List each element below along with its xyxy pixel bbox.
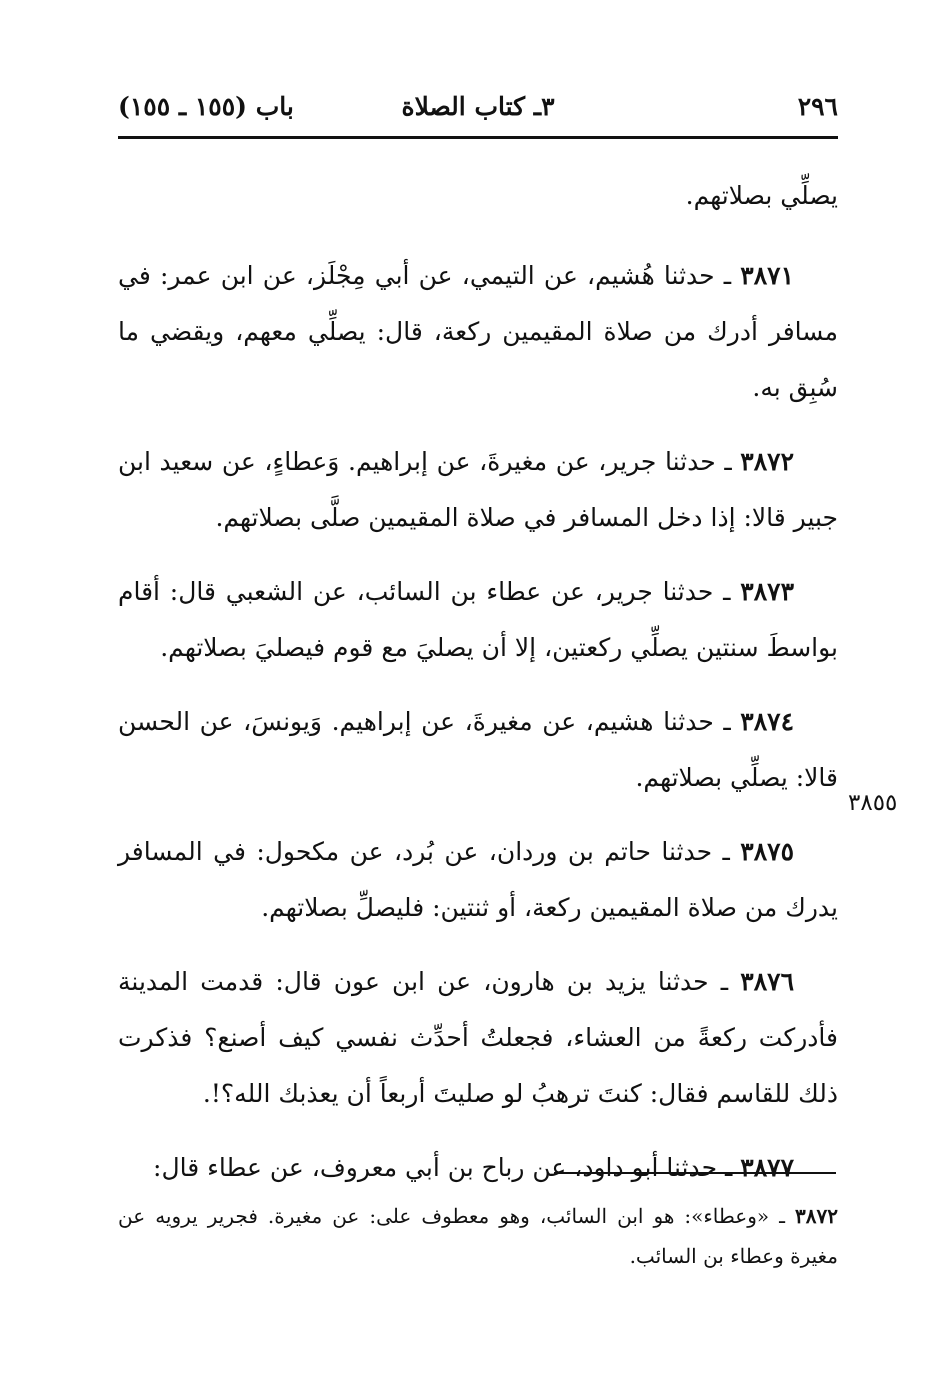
chapter-title: باب (١٥٥ ـ ١٥٥) (118, 92, 294, 121)
hadith-text: ـ حدثنا هُشيم، عن التيمي، عن أبي مِجْلَز، عن ابن عمر: في مسافر أدرك من صلاة المقيمين ركعة، قال: يصلِّي معهم، ويقضي ما سُبِق به. (118, 261, 838, 402)
hadith-3872 (118, 434, 838, 546)
hadith-3877 (118, 1140, 838, 1196)
hadith-text: ـ حدثنا أبو داود، عن رباح بن أبي معروف، عن عطاء قال: (153, 1153, 741, 1182)
paragraph-text: يصلِّي بصلاتهم. (685, 181, 838, 210)
hadith-number: ٣٨٧٢ (740, 447, 794, 476)
main-text (118, 168, 838, 1214)
book-title: ٣ـ كتاب الصلاة (401, 92, 555, 121)
hadith-text: ـ حدثنا حاتم بن وردان، عن بُرد، عن مكحول: في المسافر يدرك من صلاة المقيمين ركعة، أو ثنتين: فليصلِّ بصلاتهم. (118, 837, 838, 922)
footnote (118, 1196, 838, 1276)
hadith-text: ـ حدثنا جرير، عن عطاء بن السائب، عن الشعبي قال: أقام بواسطَ سنتين يصلِّي ركعتين، إلا أن يصليَ مع قوم فيصليَ بصلاتهم. (118, 577, 838, 662)
margin-cross-reference: ٣٨٥٥ (848, 790, 898, 816)
footnote-number: ٣٨٧٢ (795, 1204, 838, 1228)
hadith-number: ٣٨٧٤ (740, 707, 794, 736)
footnote-text: ـ «وعطاء»: هو ابن السائب، وهو معطوف على: عن مغيرة. فجرير يرويه عن مغيرة وعطاء بن السائب. (118, 1204, 838, 1268)
hadith-number: ٣٨٧٣ (740, 577, 794, 606)
hadith-3873 (118, 564, 838, 676)
hadith-text: ـ حدثنا جرير، عن مغيرةَ، عن إبراهيم. وَعطاءٍ، عن سعيد ابن جبير قالا: إذا دخل المسافر في صلاة المقيمين صلَّى بصلاتهم. (118, 447, 838, 532)
hadith-number: ٣٨٧١ (740, 261, 794, 290)
header-divider (118, 136, 838, 139)
hadith-3876 (118, 954, 838, 1122)
hadith-number: ٣٨٧٥ (740, 837, 794, 866)
hadith-3871 (118, 248, 838, 416)
footnote-divider (554, 1172, 836, 1174)
page-header (118, 88, 838, 132)
hadith-text: ـ حدثنا هشيم، عن مغيرةَ، عن إبراهيم. وَيونسَ، عن الحسن قالا: يصلِّي بصلاتهم. (118, 707, 838, 792)
hadith-number: ٣٨٧٦ (740, 967, 794, 996)
paragraph-continuation (118, 168, 838, 224)
page-number: ٢٩٦ (797, 92, 838, 121)
hadith-number: ٣٨٧٧ (740, 1153, 794, 1182)
hadith-text: ـ حدثنا يزيد بن هارون، عن ابن عون قال: قدمت المدينة فأدركت ركعةً من العشاء، فجعلتُ أحدِّث نفسي كيف أصنع؟ فذكرت ذلك للقاسم فقال: كنتَ ترهبُ لو صليتَ أربعاً أن يعذبك الله؟!. (118, 967, 838, 1108)
hadith-3875 (118, 824, 838, 936)
hadith-3874 (118, 694, 838, 806)
